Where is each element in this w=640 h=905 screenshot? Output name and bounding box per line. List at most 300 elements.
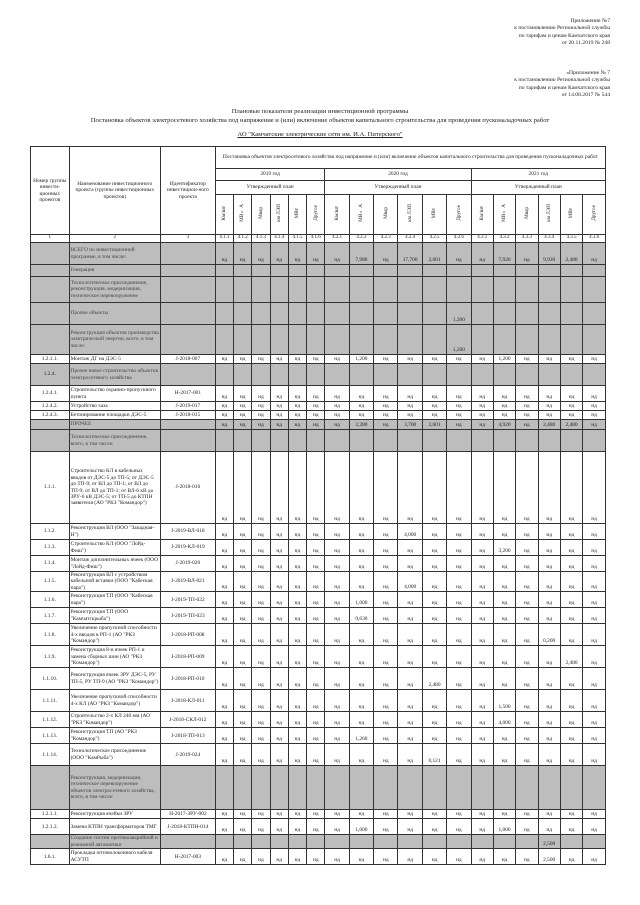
row-value: 7,980 [349, 243, 373, 265]
table-row [31, 624, 606, 646]
row-value: нд [493, 728, 515, 744]
row-value [447, 364, 471, 386]
unit-header [325, 195, 349, 235]
row-value [538, 303, 560, 325]
row-value: нд [560, 712, 582, 728]
row-value: нд [583, 402, 606, 411]
row-value: нд [560, 728, 582, 744]
row-value: нд [516, 728, 538, 744]
row-number [31, 420, 70, 430]
row-value: нд [325, 556, 349, 572]
row-value: нд [493, 744, 515, 766]
row-value: нд [538, 540, 560, 556]
row-value: нд [447, 402, 471, 411]
unit-header [307, 195, 325, 235]
row-value: нд [583, 592, 606, 608]
row-id [160, 277, 215, 303]
row-value: нд [215, 728, 233, 744]
column-index: 4.2.3 [374, 235, 398, 243]
row-value: нд [234, 243, 252, 265]
unit-label: км ЛЭП [406, 204, 413, 223]
row-value: нд [471, 355, 493, 364]
row-value [215, 325, 233, 355]
row-name: Замена КТПН трансформаторов ТМГ [69, 819, 160, 835]
row-value: нд [516, 411, 538, 420]
row-value [349, 303, 373, 325]
row-value: нд [447, 592, 471, 608]
row-id: J-2019-024 [160, 744, 215, 766]
unit-header [447, 195, 471, 235]
row-value: нд [516, 810, 538, 819]
row-value: нд [560, 819, 582, 835]
row-value [560, 265, 582, 277]
row-value [349, 835, 373, 849]
row-value: 4,920 [493, 420, 515, 430]
row-value: нд [422, 402, 446, 411]
row-name: Реконструкция ячейки ЗРУ [69, 810, 160, 819]
unit-label: МВт [431, 208, 438, 219]
unit-label: км ЛЭП [545, 204, 552, 223]
row-value [560, 325, 582, 355]
row-value: 2,601 [422, 243, 446, 265]
row-value: нд [325, 411, 349, 420]
row-value [325, 277, 349, 303]
row-number: 1.1.1. [31, 452, 70, 524]
row-value [325, 303, 349, 325]
row-value: нд [374, 690, 398, 712]
row-value: нд [493, 849, 515, 865]
row-value: нд [516, 355, 538, 364]
row-value [234, 766, 252, 810]
row-value [471, 325, 493, 355]
column-index: 4.1.4 [270, 235, 288, 243]
row-value: нд [234, 420, 252, 430]
row-value: нд [398, 402, 422, 411]
row-value: нд [516, 608, 538, 624]
row-value [288, 303, 306, 325]
row-value: нд [398, 690, 422, 712]
row-value: нд [374, 849, 398, 865]
row-value [471, 277, 493, 303]
row-value [234, 364, 252, 386]
row-number: 1.2.1.1. [31, 810, 70, 819]
table-row [31, 364, 606, 386]
row-value: нд [538, 810, 560, 819]
row-value [215, 430, 233, 452]
appendix-line: к постановлению Региональной службы [514, 77, 610, 84]
row-value: нд [374, 608, 398, 624]
row-value [493, 265, 515, 277]
table-row [31, 592, 606, 608]
row-value: нд [471, 411, 493, 420]
row-value: нд [538, 411, 560, 420]
row-value: нд [252, 386, 270, 402]
row-value [252, 835, 270, 849]
row-value [516, 430, 538, 452]
table-row [31, 355, 606, 364]
row-id: H-2017-ЗРУ-002 [160, 810, 215, 819]
row-value: нд [307, 849, 325, 865]
row-value: нд [583, 646, 606, 668]
row-value: нд [307, 608, 325, 624]
appendix-line: от 14.08.2017 № 544 [561, 92, 610, 99]
row-value [252, 277, 270, 303]
row-value: нд [270, 744, 288, 766]
table-row [31, 402, 606, 411]
row-value: нд [252, 668, 270, 690]
row-value: нд [471, 556, 493, 572]
table-row [31, 810, 606, 819]
unit-header [349, 195, 373, 235]
row-value: 1,200 [349, 355, 373, 364]
row-value: нд [471, 624, 493, 646]
row-value: 1,200 [493, 355, 515, 364]
row-value [349, 277, 373, 303]
row-value [325, 766, 349, 810]
row-value: нд [270, 712, 288, 728]
row-value: 2,480 [560, 243, 582, 265]
row-name: ПРОЧЕЕ [69, 420, 160, 430]
row-value: нд [538, 690, 560, 712]
row-value [215, 364, 233, 386]
row-value [307, 265, 325, 277]
row-value: нд [270, 819, 288, 835]
table-row [31, 452, 606, 524]
row-value: нд [583, 624, 606, 646]
row-value: нд [215, 572, 233, 592]
row-value: нд [307, 744, 325, 766]
row-value: нд [252, 728, 270, 744]
row-value: нд [398, 744, 422, 766]
row-value [234, 265, 252, 277]
row-value [422, 430, 446, 452]
row-value [374, 303, 398, 325]
row-value: нд [493, 524, 515, 540]
row-value: 2,500 [538, 835, 560, 849]
row-value: 2,480 [560, 646, 582, 668]
row-name: Реконструкция, модернизация, техническое перевооружение объектов электросетевого хозяйства, всего, в том числе: [69, 766, 160, 810]
row-value [398, 325, 422, 355]
row-id: J-2019-ТП-023 [160, 608, 215, 624]
row-value: нд [270, 355, 288, 364]
row-value: нд [307, 819, 325, 835]
row-value [374, 430, 398, 452]
row-value: нд [422, 355, 446, 364]
row-value: нд [234, 668, 252, 690]
row-value [270, 277, 288, 303]
column-index: 4.3.2 [493, 235, 515, 243]
unit-header [252, 195, 270, 235]
row-value: нд [288, 624, 306, 646]
row-value [252, 265, 270, 277]
row-value: нд [325, 540, 349, 556]
row-value [252, 325, 270, 355]
table-row [31, 668, 606, 690]
row-value: нд [398, 728, 422, 744]
row-value: нд [516, 420, 538, 430]
row-value [560, 364, 582, 386]
row-value: нд [493, 608, 515, 624]
row-value: нд [493, 668, 515, 690]
row-value: нд [252, 411, 270, 420]
row-value: нд [422, 592, 446, 608]
row-value: нд [516, 540, 538, 556]
table-row [31, 766, 606, 810]
row-name: Бетонирование площадки ДЭС-5 [69, 411, 160, 420]
row-value: нд [538, 744, 560, 766]
row-value: нд [422, 572, 446, 592]
year-2021: 2021 год [471, 169, 605, 181]
row-value: нд [270, 646, 288, 668]
row-value: нд [422, 608, 446, 624]
table-row [31, 690, 606, 712]
row-value: нд [471, 386, 493, 402]
col-project-id: Идентификатор инвестицион-ного проекта [160, 147, 215, 235]
row-value: нд [349, 386, 373, 402]
row-value: нд [234, 540, 252, 556]
row-value: нд [215, 646, 233, 668]
row-value: нд [215, 402, 233, 411]
row-number: 1.1.9. [31, 646, 70, 668]
unit-header [516, 195, 538, 235]
row-name: ВСЕГО по инвестиционной программе, в том числе: [69, 243, 160, 265]
row-value: нд [538, 646, 560, 668]
row-number: 1.1.2. [31, 524, 70, 540]
row-value: нд [398, 411, 422, 420]
row-id: J-2018-ТП-013 [160, 728, 215, 744]
row-value [447, 430, 471, 452]
row-value: нд [560, 411, 582, 420]
row-number: 1.2.1.1. [31, 355, 70, 364]
row-value: нд [349, 646, 373, 668]
investment-table [30, 146, 606, 865]
row-name: Реконструкция 8-и ячеек РП-1 и замена сборных шин (АО "РКЗ "Командор") [69, 646, 160, 668]
row-value [374, 364, 398, 386]
row-value [349, 265, 373, 277]
row-value [252, 303, 270, 325]
row-number: 1.1.7. [31, 608, 70, 624]
row-value: нд [270, 386, 288, 402]
organization-name: АО "Камчатские электрические сети им. И.А. Питерского" [237, 131, 403, 139]
row-value [215, 303, 233, 325]
row-value: нд [234, 849, 252, 865]
table-row [31, 386, 606, 402]
row-value: нд [447, 386, 471, 402]
row-value: нд [288, 243, 306, 265]
row-value: нд [234, 411, 252, 420]
row-value: нд [349, 849, 373, 865]
row-value [516, 364, 538, 386]
table-row [31, 572, 606, 592]
row-value [234, 835, 252, 849]
row-value [252, 766, 270, 810]
row-value: нд [471, 402, 493, 411]
table-row [31, 243, 606, 265]
year-2020: 2020 год [325, 169, 471, 181]
row-number: 1.1.6. [31, 592, 70, 608]
row-name: Строительство охранно-пропускного пункта [69, 386, 160, 402]
row-value: нд [234, 556, 252, 572]
row-value: нд [234, 712, 252, 728]
row-value: нд [538, 556, 560, 572]
row-value: нд [374, 402, 398, 411]
column-index: 1 [31, 235, 70, 243]
plan-2021: Утвержденный план [471, 181, 605, 195]
row-value: нд [398, 712, 422, 728]
row-value: нд [583, 819, 606, 835]
row-value: нд [538, 712, 560, 728]
row-value: нд [215, 819, 233, 835]
row-value: нд [288, 420, 306, 430]
row-value: нд [471, 819, 493, 835]
unit-label: Другое [590, 205, 597, 222]
row-value [215, 835, 233, 849]
row-number: 1.2.4.1. [31, 386, 70, 402]
row-value [493, 303, 515, 325]
row-value: нд [398, 849, 422, 865]
row-value: нд [288, 744, 306, 766]
row-value: нд [560, 608, 582, 624]
row-value [288, 364, 306, 386]
row-value: нд [422, 624, 446, 646]
row-value: нд [307, 624, 325, 646]
row-value: 2,480 [538, 420, 560, 430]
row-name: Устройство хаза [69, 402, 160, 411]
row-value: нд [307, 668, 325, 690]
col-span-title: Постановка объектов электросетевого хозяйства под напряжение и (или) включение объектов капитального строительства для проведения пусконаладочных работ [215, 147, 605, 169]
row-number [31, 430, 70, 452]
row-value [538, 265, 560, 277]
row-value [398, 364, 422, 386]
column-index: 3 [160, 235, 215, 243]
row-value [493, 364, 515, 386]
row-value [234, 277, 252, 303]
row-value [270, 430, 288, 452]
appendix-line: к постановлению Региональной службы [514, 25, 610, 32]
previous-appendix-header [514, 70, 610, 100]
row-value [374, 835, 398, 849]
row-id: H-2017-003 [160, 849, 215, 865]
row-value: нд [471, 646, 493, 668]
row-value: нд [538, 402, 560, 411]
row-value: нд [270, 608, 288, 624]
row-value: нд [270, 690, 288, 712]
row-value: нд [398, 556, 422, 572]
plan-2020: Утвержденный план [325, 181, 471, 195]
row-name: Строительство КЛ (ООО "Лойд-Фиш") [69, 540, 160, 556]
unit-label: Мвар [523, 207, 530, 220]
row-id: J-2018-СКЛ-012 [160, 712, 215, 728]
row-value: нд [516, 819, 538, 835]
row-value: нд [252, 810, 270, 819]
row-value: нд [560, 572, 582, 592]
appendix-line: «Приложение № 7 [566, 70, 610, 76]
row-number: 1.2.4.2. [31, 402, 70, 411]
row-id [160, 325, 215, 355]
row-value [374, 325, 398, 355]
row-value: нд [374, 411, 398, 420]
row-value: нд [307, 355, 325, 364]
row-value: нд [583, 452, 606, 524]
row-value: нд [560, 386, 582, 402]
row-value: нд [493, 572, 515, 592]
row-number: 1.1.11. [31, 690, 70, 712]
row-value [493, 766, 515, 810]
row-value: нд [422, 556, 446, 572]
row-value: нд [252, 592, 270, 608]
row-value [583, 430, 606, 452]
row-name: Монтаж ДГ на ДЭС-5 [69, 355, 160, 364]
row-value: нд [270, 849, 288, 865]
row-value: нд [583, 386, 606, 402]
row-value: нд [374, 592, 398, 608]
row-value [398, 303, 422, 325]
row-value: нд [583, 524, 606, 540]
row-value: нд [325, 524, 349, 540]
unit-label: Мвар [257, 207, 264, 220]
unit-header [538, 195, 560, 235]
row-value: нд [374, 572, 398, 592]
row-id: J-2018-РП-009 [160, 646, 215, 668]
row-value: нд [374, 540, 398, 556]
row-value: нд [471, 572, 493, 592]
row-value: нд [325, 624, 349, 646]
row-value: нд [234, 624, 252, 646]
column-index: 4.1.3 [252, 235, 270, 243]
row-value: нд [538, 819, 560, 835]
row-value: нд [307, 690, 325, 712]
row-value: нд [422, 411, 446, 420]
row-value [307, 303, 325, 325]
row-value: нд [374, 668, 398, 690]
row-value [307, 835, 325, 849]
row-value: нд [270, 524, 288, 540]
row-value: нд [493, 646, 515, 668]
row-id: H-2017-001 [160, 386, 215, 402]
row-value: нд [349, 556, 373, 572]
row-value: нд [422, 728, 446, 744]
row-value: нд [398, 452, 422, 524]
row-id: J-2019-ВЛ-018 [160, 524, 215, 540]
row-value [288, 766, 306, 810]
table-row [31, 411, 606, 420]
row-number: 1.1.14. [31, 744, 70, 766]
row-value [538, 277, 560, 303]
row-value: нд [234, 592, 252, 608]
row-value: нд [288, 452, 306, 524]
row-value: нд [422, 819, 446, 835]
row-value: нд [215, 849, 233, 865]
row-value: нд [234, 355, 252, 364]
table-row [31, 325, 606, 355]
row-value: нд [398, 592, 422, 608]
row-value: нд [398, 608, 422, 624]
document-title: Плановые показатели реализации инвестиционной программы [231, 108, 409, 115]
row-value: нд [270, 540, 288, 556]
unit-label: МВ×А [358, 204, 365, 223]
row-value: нд [493, 556, 515, 572]
unit-label: Км/шт [333, 206, 340, 221]
row-value: нд [493, 402, 515, 411]
row-value [215, 265, 233, 277]
row-value: нд [422, 646, 446, 668]
row-name: Строительство КЛ в кабельных вводов от ДЭС-5 до ТП-5; от ДЭС-5 до ТП-9; от ВЛ до ТП-1; от ВЛ до ТП-9; от ВЛ до ТП-1; от ВЛ-6 кВ до ЗРУ-6 кВ ДЭС-5; от ТП-5 до КТПН заявителя (АО "РКЗ "Командор") [69, 452, 160, 524]
row-value: нд [270, 668, 288, 690]
row-value: нд [471, 608, 493, 624]
row-number: 1.2.1.2. [31, 819, 70, 835]
row-value: нд [252, 556, 270, 572]
row-value: нд [583, 810, 606, 819]
